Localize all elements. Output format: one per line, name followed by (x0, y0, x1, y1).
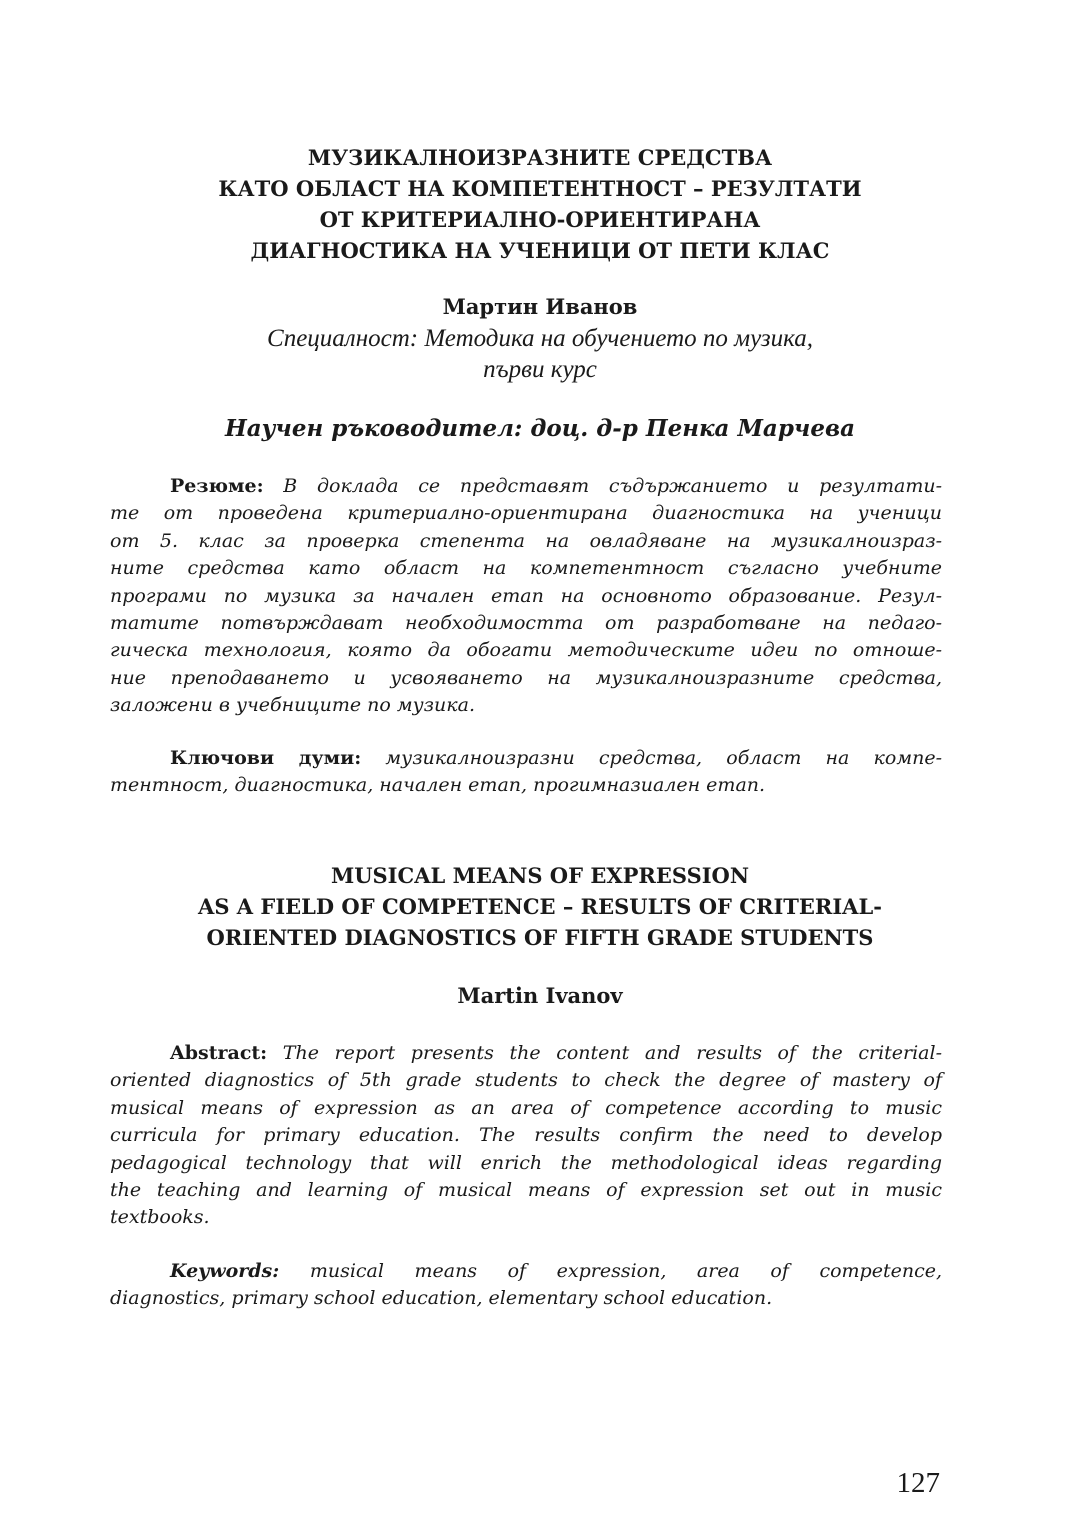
en-keywords-label: Keywords: (170, 1260, 280, 1282)
page-number: 127 (896, 1467, 940, 1499)
en-abstract-line (110, 1040, 942, 1067)
en-abstract-line: pedagogical technology that will enrich the methodological ideas regarding (110, 1151, 942, 1174)
en-abstract-line: musical means of expression as an area of competence according to music (110, 1096, 942, 1119)
bg-abstract-text: В доклада се представят съдържанието и резултати- (283, 475, 942, 497)
bg-abstract-line: от 5. клас за проверка степента на овладяване на музикалноизраз- (110, 529, 942, 552)
bg-keywords (110, 745, 942, 800)
bg-keywords-text: музикалноизразни средства, област на компе- (385, 747, 942, 769)
en-abstract-line: textbooks. (110, 1206, 210, 1229)
bg-title-line: МУЗИКАЛНОИЗРАЗНИТЕ СРЕДСТВА (307, 145, 773, 170)
bg-specialty-line: Специалност: Методика на обучението по музика, (267, 325, 813, 352)
en-abstract-line: curricula for primary education. The results confirm the need to develop (110, 1124, 942, 1147)
bg-author: Мартин Иванов (442, 294, 638, 319)
en-title-line: MUSICAL MEANS OF EXPRESSION (330, 863, 750, 888)
bg-specialty (0, 323, 1080, 385)
en-abstract-line: oriented diagnostics of 5th grade students to check the degree of mastery of (110, 1069, 942, 1092)
bg-abstract-line: ните средства като област на компетентност съгласно учебните (110, 557, 942, 580)
en-author: Martin Ivanov (457, 983, 623, 1008)
bg-abstract-line: ние преподаването и усвояването на музикалноизразните средства, (110, 666, 942, 689)
bg-supervisor: Научен ръководител: доц. д-р Пенка Марчева (225, 415, 855, 442)
bg-title-line: ОТ КРИТЕРИАЛНО-ОРИЕНТИРАНА (319, 207, 761, 232)
en-keywords-line (110, 1258, 942, 1285)
bg-keywords-line (110, 745, 942, 772)
bg-title (0, 142, 1080, 266)
bg-specialty-line: първи курс (483, 356, 597, 383)
bg-abstract-line: татите потвърждават необходимостта от разработване на педаго- (110, 612, 942, 635)
bg-abstract-line (110, 473, 942, 500)
en-title-line: ORIENTED DIAGNOSTICS OF FIFTH GRADE STUDENTS (206, 925, 874, 950)
bg-keywords-label: Ключови думи: (170, 747, 362, 769)
bg-abstract-line: гическа технология, която да обогати методическите идеи по отноше- (110, 639, 942, 662)
en-keywords-line: diagnostics, primary school education, elementary school education. (110, 1287, 773, 1310)
bg-abstract-line: заложени в учебниците по музика. (110, 694, 475, 717)
en-keywords (110, 1258, 942, 1313)
bg-abstract-line: програми по музика за начален етап на основното образование. Резул- (110, 584, 942, 607)
en-title-line: AS A FIELD OF COMPETENCE – RESULTS OF CRITERIAL- (198, 894, 882, 919)
bg-abstract-line: те от проведена критериално-ориентирана диагностика на ученици (110, 502, 942, 525)
en-abstract-text: The report presents the content and results of the criterial- (282, 1042, 943, 1064)
bg-title-line: КАТО ОБЛАСТ НА КОМПЕТЕНТНОСТ – РЕЗУЛТАТИ (218, 176, 862, 201)
en-abstract-label: Abstract: (170, 1042, 268, 1064)
en-abstract-line: the teaching and learning of musical means of expression set out in music (110, 1179, 942, 1202)
bg-title-line: ДИАГНОСТИКА НА УЧЕНИЦИ ОТ ПЕТИ КЛАС (250, 238, 830, 263)
en-title (0, 860, 1080, 953)
bg-abstract (110, 473, 942, 720)
bg-keywords-line: тентност, диагностика, начален етап, прогимназиален етап. (110, 774, 766, 797)
en-abstract (110, 1040, 942, 1232)
en-keywords-text: musical means of expression, area of competence, (309, 1260, 942, 1282)
bg-abstract-label: Резюме: (170, 475, 264, 497)
